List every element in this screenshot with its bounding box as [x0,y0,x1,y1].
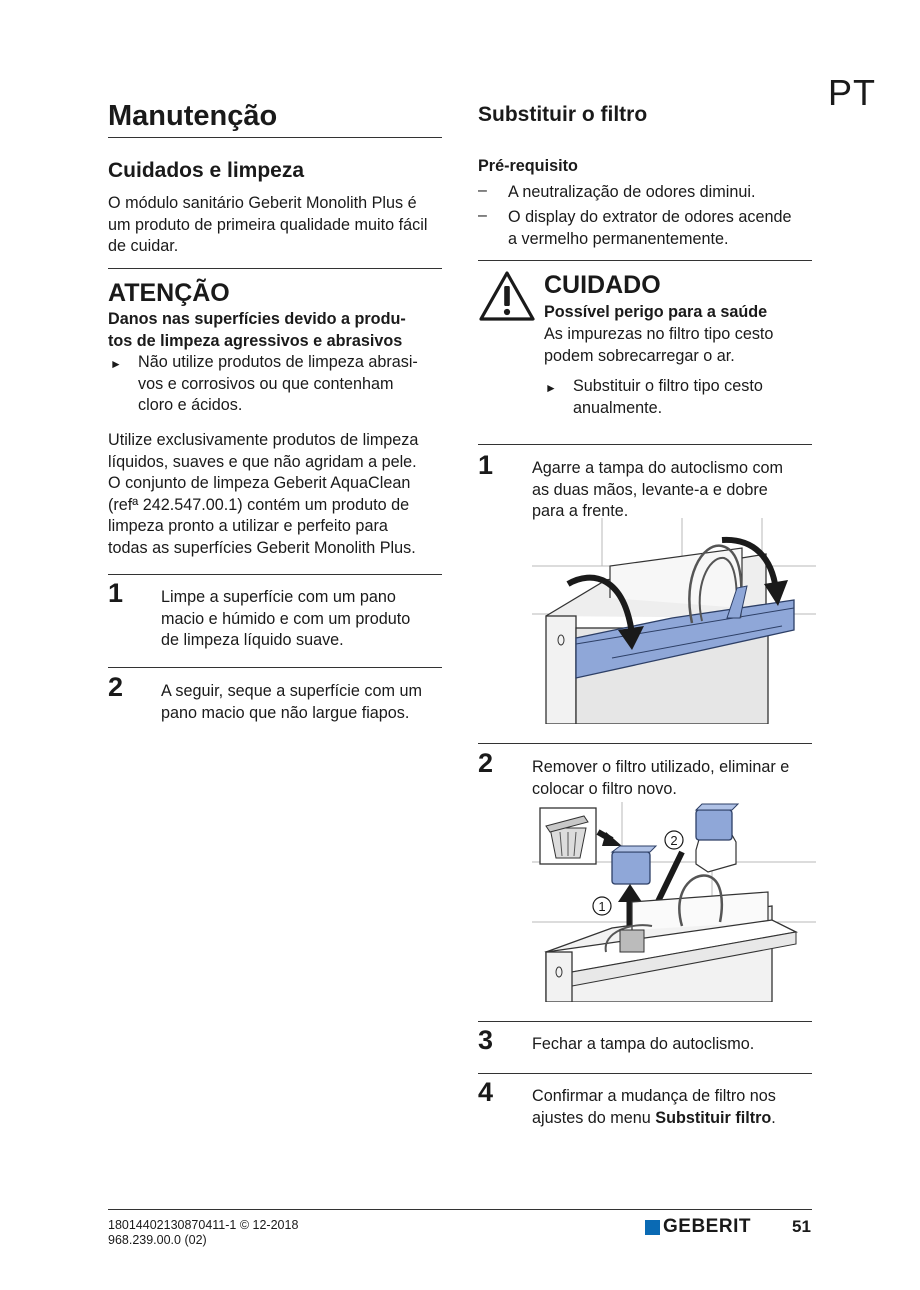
text-line: de cuidar. [108,237,179,255]
text-line: cloro e ácidos. [138,396,243,414]
text-line: podem sobrecarregar o ar. [544,346,735,365]
text-line: O display do extrator de odores acende [508,208,792,226]
text-line: colocar o filtro novo. [532,779,677,798]
prereq-item [508,207,791,250]
section-title: Substituir o filtro [478,103,648,126]
divider [108,268,442,269]
divider [108,574,442,575]
dash: – [478,182,487,199]
text-line [532,1108,776,1130]
prereq-label: Pré-requisito [478,157,578,175]
cleaning-paragraph [108,430,418,559]
divider [478,444,812,445]
step-text [532,1086,776,1129]
text-line: para a frente. [532,502,629,520]
caution-text [544,324,773,367]
text-line: tos de limpeza agressivos e abrasivos [108,331,403,350]
page-number: 51 [792,1217,811,1236]
text-line: Remover o filtro utilizado, eliminar e [532,758,790,776]
lid-lift-illustration [532,518,816,724]
text-line: pano macio que não largue fiapos. [161,703,410,722]
text-line: (refª 242.547.00.1) contém um produto de [108,495,410,514]
text-line: Limpe a superfície com um pano [161,588,396,606]
brand-square-icon [645,1220,660,1235]
step-number: 2 [478,748,494,778]
old-filter [612,852,650,884]
text-line: Agarre a tampa do autoclismo com [532,459,784,477]
text-line: limpeza pronto a utilizar e perfeito para [108,517,388,535]
text-line: Utilize exclusivamente produtos de limpeza [108,431,419,449]
text-line: todas as superfícies Geberit Monolith Plus. [108,538,416,557]
step-text [161,587,410,652]
divider [108,667,442,668]
text-line: Não utilize produtos de limpeza abrasi- [138,353,418,371]
text-line: líquidos, suaves e que não agridam a pele. [108,452,417,471]
text-span: . [771,1108,776,1127]
warning-triangle-icon [478,270,536,322]
text-span: ajustes do menu [532,1108,656,1127]
text-line: O módulo sanitário Geberit Monolith Plus é [108,194,417,212]
dash: – [478,207,487,224]
text-line: As impurezas no filtro tipo cesto [544,325,774,343]
divider [108,137,442,138]
filter-replace-illustration [532,802,816,1002]
divider [478,260,812,261]
caution-heading: CUIDADO [544,271,661,299]
divider [478,1073,812,1074]
brand-logo: GEBERIT [663,1216,751,1237]
step-number: 2 [108,672,124,702]
text-line: O conjunto de limpeza Geberit AquaClean [108,474,411,492]
step-text [161,681,422,724]
footer-refs [108,1218,298,1248]
svg-text:1: 1 [598,899,606,914]
text-line: as duas mãos, levante-a e dobre [532,480,768,499]
step-number: 3 [478,1025,494,1055]
text-line: Fechar a tampa do autoclismo. [532,1035,755,1053]
bullet-arrow-icon: ► [110,357,122,371]
text-line: A neutralização de odores diminui. [508,183,756,201]
step-number: 1 [478,450,494,480]
step-number: 4 [478,1077,494,1107]
svg-text:2: 2 [670,833,678,848]
divider [478,743,812,744]
prereq-item [508,182,755,204]
caution-subheading: Possível perigo para a saúde [544,303,768,321]
bullet-arrow-icon: ► [545,381,557,395]
attention-subheading [108,309,406,352]
doc-id: 18014402130870411-1 © 12-2018 [108,1218,299,1232]
text-line: macio e húmido e com um produto [161,609,411,628]
text-line: A seguir, seque a superfície com um [161,682,422,700]
new-filter [696,810,732,840]
page-title: Manutenção [108,100,278,132]
text-line: um produto de primeira qualidade muito fácil [108,215,428,234]
text-line: anualmente. [573,398,663,417]
step-text [532,1034,754,1056]
caution-bullet [573,376,763,419]
doc-number: 968.239.00.0 (02) [108,1233,207,1247]
attention-heading: ATENÇÃO [108,279,230,307]
language-tag: PT [828,72,877,113]
text-line: a vermelho permanentemente. [508,229,729,248]
intro-text [108,193,448,258]
section-title: Cuidados e limpeza [108,159,305,182]
step-number: 1 [108,578,124,608]
text-line: de limpeza líquido suave. [161,631,344,649]
text-line: Danos nas superfícies devido a produ- [108,310,406,328]
text-line: vos e corrosivos ou que contenham [138,374,394,393]
step-text [532,458,783,523]
text-line: Substituir o filtro tipo cesto [573,377,763,395]
step-text [532,757,789,800]
attention-bullet [138,352,418,417]
menu-name: Substituir filtro [655,1108,772,1127]
footer-divider [108,1209,812,1210]
text-line: Confirmar a mudança de filtro nos [532,1087,776,1105]
divider [478,1021,812,1022]
